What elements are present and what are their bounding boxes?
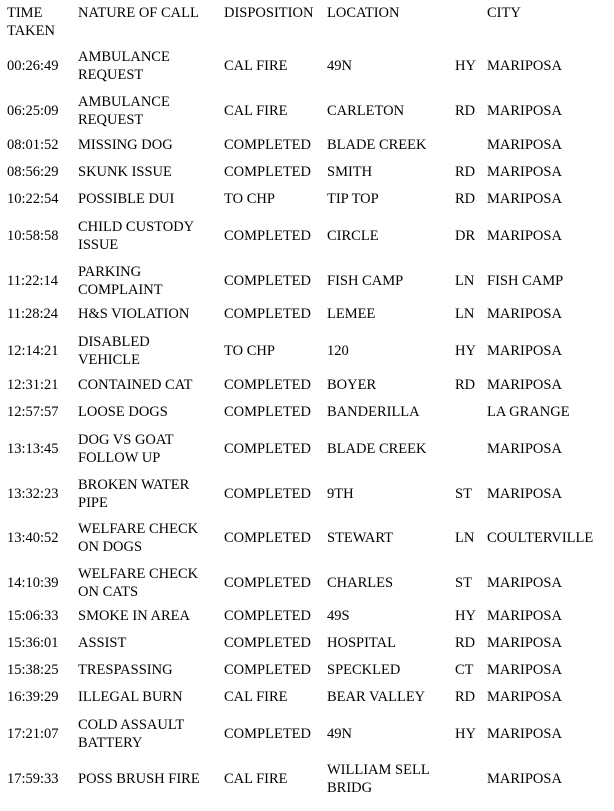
row-street-suffix: DR bbox=[455, 228, 476, 244]
header-suffix bbox=[455, 4, 485, 44]
row-nature-of-call: DOG VS GOAT FOLLOW UP bbox=[78, 432, 174, 466]
row-street-suffix: RD bbox=[455, 103, 476, 119]
row-disposition: COMPLETED bbox=[224, 404, 311, 420]
row-nature-of-call: CONTAINED CAT bbox=[78, 377, 193, 393]
row-street-suffix: CT bbox=[455, 662, 474, 678]
table-row bbox=[0, 759, 614, 799]
row-time: 08:56:29 bbox=[7, 164, 59, 180]
row-nature-of-call: TRESPASSING bbox=[78, 662, 173, 678]
row-disposition: COMPLETED bbox=[224, 575, 311, 591]
table-row bbox=[0, 261, 614, 301]
row-disposition: COMPLETED bbox=[224, 662, 311, 678]
row-disposition: COMPLETED bbox=[224, 228, 311, 244]
row-nature-of-call: BROKEN WATER PIPE bbox=[78, 477, 190, 511]
row-nature-of-call: LOOSE DOGS bbox=[78, 404, 168, 420]
header-location: LOCATION bbox=[327, 5, 400, 21]
row-time: 10:58:58 bbox=[7, 228, 59, 244]
table-row bbox=[0, 606, 614, 626]
row-location: CIRCLE bbox=[327, 228, 379, 244]
row-nature-of-call: AMBULANCE REQUEST bbox=[78, 49, 170, 83]
row-location: TIP TOP bbox=[327, 191, 379, 207]
table-header bbox=[0, 4, 614, 44]
table-row bbox=[0, 189, 614, 209]
row-time: 13:13:45 bbox=[7, 441, 59, 457]
row-time: 13:32:23 bbox=[7, 486, 59, 502]
row-nature-of-call: ASSIST bbox=[78, 635, 127, 651]
row-time: 15:06:33 bbox=[7, 608, 59, 624]
row-disposition: COMPLETED bbox=[224, 608, 311, 624]
row-city: LA GRANGE bbox=[487, 404, 570, 420]
row-location: BLADE CREEK bbox=[327, 441, 427, 457]
table-row bbox=[0, 660, 614, 680]
row-nature-of-call: CHILD CUSTODY ISSUE bbox=[78, 219, 195, 253]
row-time: 12:31:21 bbox=[7, 377, 59, 393]
row-disposition: CAL FIRE bbox=[224, 58, 288, 74]
row-location: WILLIAM SELL BRIDG bbox=[327, 762, 430, 796]
row-city: MARIPOSA bbox=[487, 771, 562, 787]
row-street-suffix bbox=[455, 759, 485, 799]
row-location: 49S bbox=[327, 608, 350, 624]
row-time: 00:26:49 bbox=[7, 58, 59, 74]
row-city: MARIPOSA bbox=[487, 228, 562, 244]
row-time: 15:36:01 bbox=[7, 635, 59, 651]
table-row bbox=[0, 135, 614, 155]
row-city: MARIPOSA bbox=[487, 58, 562, 74]
table-row bbox=[0, 331, 614, 371]
row-disposition: COMPLETED bbox=[224, 441, 311, 457]
row-disposition: COMPLETED bbox=[224, 164, 311, 180]
row-disposition: COMPLETED bbox=[224, 377, 311, 393]
row-street-suffix: HY bbox=[455, 726, 476, 742]
row-city: MARIPOSA bbox=[487, 306, 562, 322]
row-street-suffix bbox=[455, 429, 485, 469]
row-disposition: COMPLETED bbox=[224, 726, 311, 742]
row-time: 11:22:14 bbox=[7, 273, 59, 289]
row-city: MARIPOSA bbox=[487, 441, 562, 457]
row-city: COULTERVILLE bbox=[487, 530, 594, 546]
row-location: 9TH bbox=[327, 486, 354, 502]
row-street-suffix: RD bbox=[455, 191, 476, 207]
row-location: 120 bbox=[327, 343, 349, 359]
row-nature-of-call: MISSING DOG bbox=[78, 137, 173, 153]
row-nature-of-call: SKUNK ISSUE bbox=[78, 164, 172, 180]
row-location: BEAR VALLEY bbox=[327, 689, 426, 705]
table-row bbox=[0, 375, 614, 395]
header-disposition: DISPOSITION bbox=[224, 5, 314, 21]
row-disposition: CAL FIRE bbox=[224, 771, 288, 787]
row-time: 12:57:57 bbox=[7, 404, 59, 420]
row-city: MARIPOSA bbox=[487, 689, 562, 705]
row-location: BANDERILLA bbox=[327, 404, 420, 420]
row-street-suffix: HY bbox=[455, 343, 476, 359]
row-nature-of-call: POSS BRUSH FIRE bbox=[78, 771, 200, 787]
row-location: SMITH bbox=[327, 164, 373, 180]
row-location: FISH CAMP bbox=[327, 273, 404, 289]
row-city: MARIPOSA bbox=[487, 635, 562, 651]
table-row bbox=[0, 633, 614, 653]
table-row bbox=[0, 429, 614, 469]
row-time: 12:14:21 bbox=[7, 343, 59, 359]
row-disposition: TO CHP bbox=[224, 343, 275, 359]
row-city: MARIPOSA bbox=[487, 608, 562, 624]
row-street-suffix: RD bbox=[455, 377, 476, 393]
table-row bbox=[0, 216, 614, 256]
row-nature-of-call: WELFARE CHECK ON CATS bbox=[78, 566, 199, 600]
header-time-taken: TIME TAKEN bbox=[7, 5, 55, 39]
row-nature-of-call: SMOKE IN AREA bbox=[78, 608, 190, 624]
row-nature-of-call: DISABLED VEHICLE bbox=[78, 334, 150, 368]
row-location: HOSPITAL bbox=[327, 635, 396, 651]
row-location: 49N bbox=[327, 726, 352, 742]
table-row bbox=[0, 91, 614, 131]
row-street-suffix: RD bbox=[455, 164, 476, 180]
row-city: MARIPOSA bbox=[487, 137, 562, 153]
row-street-suffix: LN bbox=[455, 530, 475, 546]
row-city: MARIPOSA bbox=[487, 164, 562, 180]
row-nature-of-call: H&S VIOLATION bbox=[78, 306, 190, 322]
row-city: MARIPOSA bbox=[487, 486, 562, 502]
row-street-suffix: HY bbox=[455, 608, 476, 624]
header-city: CITY bbox=[487, 5, 521, 21]
row-time: 15:38:25 bbox=[7, 662, 59, 678]
row-city: MARIPOSA bbox=[487, 103, 562, 119]
row-time: 16:39:29 bbox=[7, 689, 59, 705]
row-city: FISH CAMP bbox=[487, 273, 564, 289]
row-street-suffix: HY bbox=[455, 58, 476, 74]
row-city: MARIPOSA bbox=[487, 343, 562, 359]
row-street-suffix bbox=[455, 402, 485, 422]
row-time: 14:10:39 bbox=[7, 575, 59, 591]
table-row bbox=[0, 402, 614, 422]
row-time: 10:22:54 bbox=[7, 191, 59, 207]
row-disposition: CAL FIRE bbox=[224, 689, 288, 705]
row-disposition: TO CHP bbox=[224, 191, 275, 207]
row-disposition: CAL FIRE bbox=[224, 103, 288, 119]
row-location: SPECKLED bbox=[327, 662, 401, 678]
row-location: CHARLES bbox=[327, 575, 394, 591]
row-city: MARIPOSA bbox=[487, 575, 562, 591]
row-street-suffix: LN bbox=[455, 273, 475, 289]
row-disposition: COMPLETED bbox=[224, 635, 311, 651]
row-disposition: COMPLETED bbox=[224, 137, 311, 153]
row-time: 06:25:09 bbox=[7, 103, 59, 119]
row-nature-of-call: COLD ASSAULT BATTERY bbox=[78, 717, 185, 751]
row-street-suffix: ST bbox=[455, 575, 472, 591]
row-disposition: COMPLETED bbox=[224, 306, 311, 322]
table-row bbox=[0, 304, 614, 324]
row-city: MARIPOSA bbox=[487, 191, 562, 207]
row-disposition: COMPLETED bbox=[224, 486, 311, 502]
table-row bbox=[0, 46, 614, 86]
table-row bbox=[0, 162, 614, 182]
row-disposition: COMPLETED bbox=[224, 273, 311, 289]
row-street-suffix: LN bbox=[455, 306, 475, 322]
table-row bbox=[0, 518, 614, 558]
row-location: CARLETON bbox=[327, 103, 405, 119]
row-disposition: COMPLETED bbox=[224, 530, 311, 546]
row-time: 17:21:07 bbox=[7, 726, 59, 742]
table-row bbox=[0, 714, 614, 754]
row-time: 13:40:52 bbox=[7, 530, 59, 546]
row-location: BOYER bbox=[327, 377, 377, 393]
header-nature-of-call: NATURE OF CALL bbox=[78, 5, 199, 21]
row-city: MARIPOSA bbox=[487, 377, 562, 393]
row-nature-of-call: AMBULANCE REQUEST bbox=[78, 94, 170, 128]
row-nature-of-call: WELFARE CHECK ON DOGS bbox=[78, 521, 199, 555]
table-row bbox=[0, 563, 614, 603]
table-row bbox=[0, 474, 614, 514]
row-street-suffix bbox=[455, 135, 485, 155]
row-street-suffix: ST bbox=[455, 486, 472, 502]
row-street-suffix: RD bbox=[455, 689, 476, 705]
row-location: LEMEE bbox=[327, 306, 376, 322]
row-location: BLADE CREEK bbox=[327, 137, 427, 153]
row-nature-of-call: POSSIBLE DUI bbox=[78, 191, 175, 207]
row-time: 17:59:33 bbox=[7, 771, 59, 787]
row-city: MARIPOSA bbox=[487, 726, 562, 742]
row-city: MARIPOSA bbox=[487, 662, 562, 678]
row-location: 49N bbox=[327, 58, 352, 74]
row-street-suffix: RD bbox=[455, 635, 476, 651]
row-nature-of-call: PARKING COMPLAINT bbox=[78, 264, 163, 298]
table-row bbox=[0, 687, 614, 707]
row-time: 11:28:24 bbox=[7, 306, 59, 322]
row-location: STEWART bbox=[327, 530, 393, 546]
row-time: 08:01:52 bbox=[7, 137, 59, 153]
row-nature-of-call: ILLEGAL BURN bbox=[78, 689, 183, 705]
